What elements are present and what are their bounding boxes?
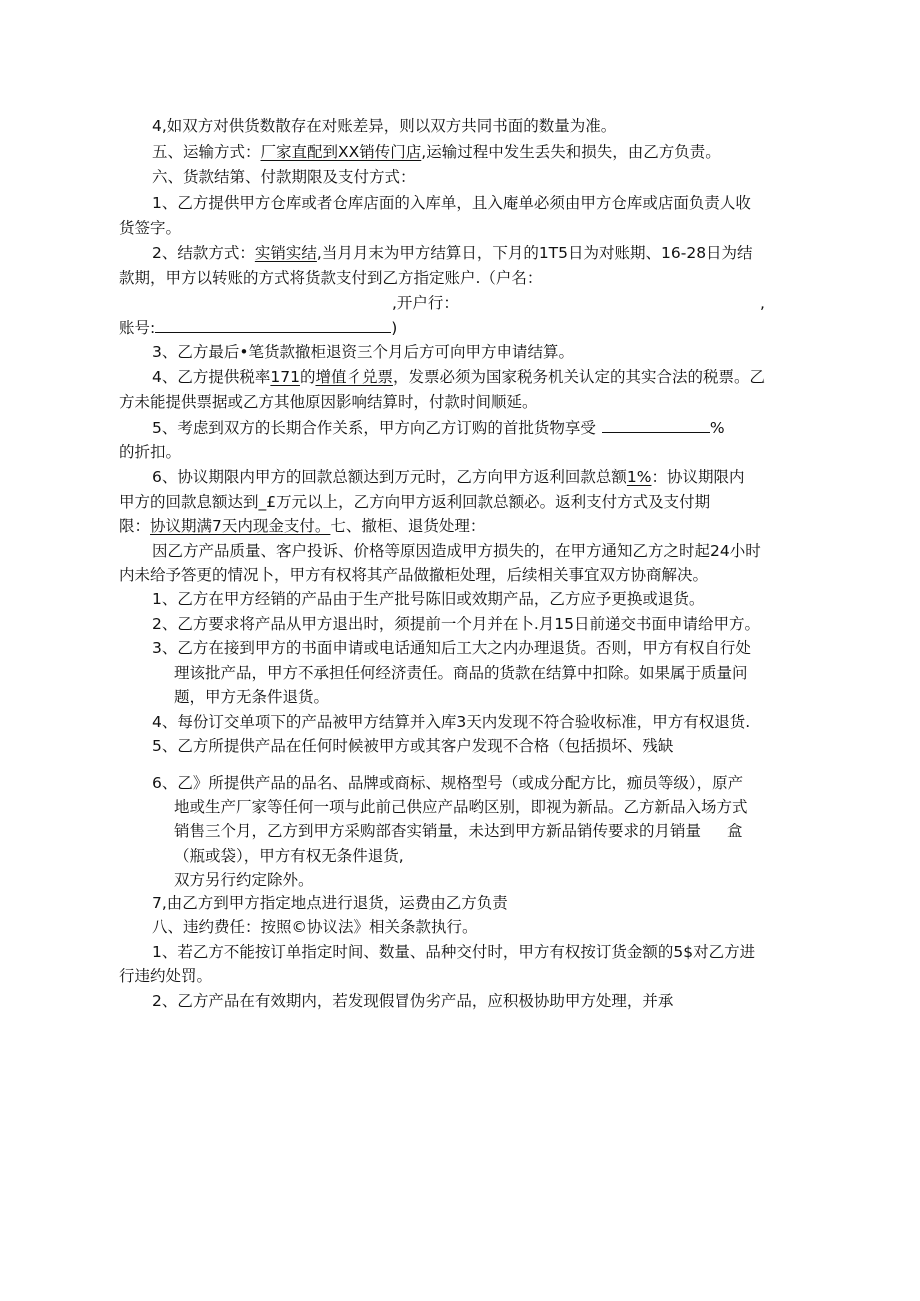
text-line: ,开户行： [392,294,459,312]
text-line: 题，甲方无条件退货。 [174,688,330,706]
text-line: 6、协议期限内甲方的回款总额达到万元时，乙方向甲方返利回款总额1%：协议期限内 [152,468,745,486]
text-line: 7,由乙方到甲方指定地点进行退货，运费由乙方负责 [152,894,508,912]
text-line: 4、每份订交单项下的产品被甲方结算并入库3天内发现不符合验收标准，甲方有权退货. [152,713,751,731]
text-line: （瓶或袋），甲方有权无条件退货, [174,847,404,865]
text-line: 甲方的回款息额达到_£万元以上，乙方向甲方返利回款总额必。返利支付方式及支付期 [119,493,711,511]
text-line: 双方另行约定除外。 [174,871,314,889]
text-line: 1、若乙方不能按订单指定时间、数量、品种交付时，甲方有权按订货金额的5$对乙方进 [152,943,756,961]
text-line: 行违约处罚。 [119,967,213,985]
text-line: 5、考虑到双方的长期合作关系，甲方向乙方订购的首批货物享受 % [152,416,725,439]
text-line: 内未给予答更的情况卜，甲方有权将其产品做撤柜处理，后续相关事宜双方协商解决。 [119,566,709,584]
text-line: 2、乙方要求将产品从甲方退出时，须提前一个月并在卜.月15日前递交书面申请给甲方。 [152,615,761,633]
text-line: 2、乙方产品在有效期内，若发现假冒伪劣产品，应积极协助甲方处理，并承 [152,992,674,1010]
text-line: 6、乙》所提供产品的品名、品牌或商标、规格型号（或成分配方比，痂员等级），原产 [152,774,744,792]
text-line: 方未能提供票据或乙方其他原因影响结算时，付款时间顺延。 [119,393,538,411]
text-line: 因乙方产品质量、客户投诉、价格等原因造成甲方损失的，在甲方通知乙方之时起24小时 [152,542,761,560]
text-line: , [760,294,765,312]
text-line: 4,如双方对供货数散存在对账差异，则以双方共同书面的数量为准。 [152,117,617,135]
text-line: 3、乙方最后•笔货款撤柜退资三个月后方可向甲方申请结算。 [152,343,575,361]
text-line: 货签字。 [119,219,182,237]
text-line: 理该批产品，甲方不承担任何经济责任。商品的货款在结算中扣除。如果属于质量问 [174,664,748,682]
text-line: 1、乙方在甲方经销的产品由于生产批号陈旧或效期产品，乙方应予更换或退货。 [152,590,705,608]
text-line: 5、乙方所提供产品在任何时候被甲方或其客户发现不合格（包括损坏、残缺 [152,737,674,755]
section-heading: 六、货款结第、付款期限及支付方式： [152,168,416,186]
section-heading: 八、违约费任：按照©协议法》相关条款执行。 [152,918,478,936]
text-line: 销售三个月，乙方到甲方采购部杳实销量，未达到甲方新品销传要求的月销量 盒 [174,822,743,840]
text-line: 3、乙方在接到甲方的书面申请或电话通知后工大之内办理退货。否则，甲方有权自行处 [152,639,751,657]
text-line: 4、乙方提供税率171的增值彳兑票，发票必须为国家税务机关认定的其实合法的税票。乙 [152,368,766,386]
text-line: 地或生产厂家等任何一项与此前己供应产品哟区别，即视为新品。乙方新品入场方式 [174,798,748,816]
text-line: 款期，甲方以转账的方式将货款支付到乙方指定账户.（户名： [119,269,543,287]
text-line: 五、运输方式：厂家直配到XX销传门店,运输过程中发生丢失和损失，由乙方负责。 [152,143,721,161]
text-line: 2、结款方式：实销实结,当月月末为甲方结算日，下月的1T5日为对账期、16-28日为结 [152,244,753,262]
account-line: 账号: ) [119,316,397,339]
account-blank [155,316,391,333]
text-line: 的折扣。 [119,443,182,461]
text-line: 限：协议期满7天内现金支付。七、撤柜、退货处理： [119,517,486,535]
discount-blank [602,416,710,433]
text-line: 1、乙方提供甲方仓库或者仓库店面的入库单，且入庵单必须由甲方仓库或店面负责人收 [152,194,751,212]
